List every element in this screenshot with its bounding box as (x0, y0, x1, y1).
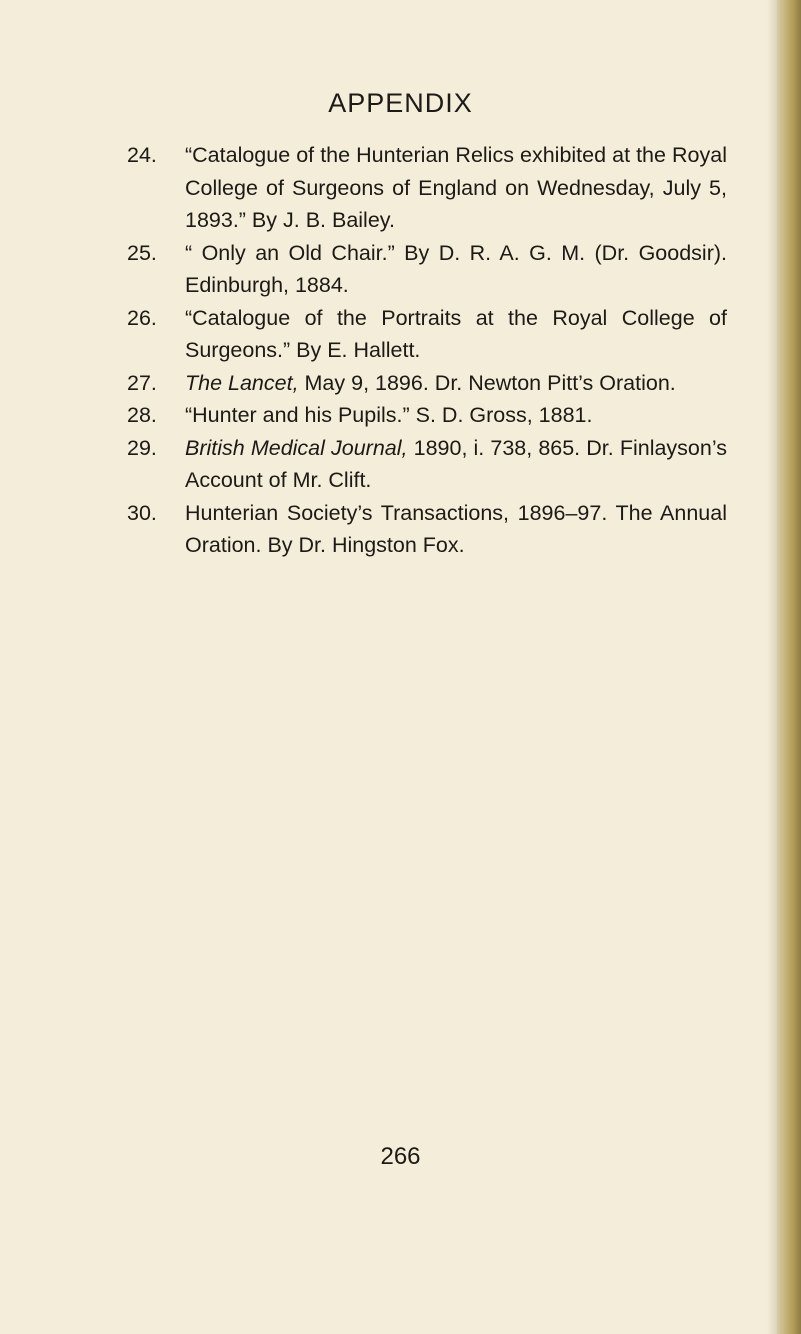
entry-text: “Catalogue of the Hunterian Relics exhibited at the Royal College of Surgeons of England on Wednesday, July 5, 1893.” By J. B. Bailey. (185, 143, 727, 232)
appendix-list (127, 139, 727, 562)
entry-number: 26. (127, 305, 157, 330)
entry-number: 24. (127, 143, 157, 167)
entry-text: Hunterian Society’s Transactions, 1896–97. The Annual Oration. By Dr. Hingston Fox. (185, 500, 727, 557)
entry-text: “Hunter and his Pupils.” S. D. Gross, 1881. (185, 403, 593, 427)
appendix-entry (127, 302, 727, 367)
page-number: 266 (380, 1143, 421, 1170)
appendix-entry (127, 139, 727, 237)
appendix-entry (127, 432, 727, 497)
entry-text: “ Only an Old Chair.” By D. R. A. G. M. (Dr. Goodsir). Edinburgh, 1884. (185, 240, 727, 297)
appendix-entry (127, 367, 727, 400)
entry-text (185, 432, 727, 497)
journal-title: British Medical Journal, (185, 435, 408, 460)
journal-title: The Lancet, (185, 370, 299, 395)
entry-number: 28. (127, 403, 157, 427)
appendix-entry (127, 399, 727, 432)
entry-number: 29. (127, 435, 157, 460)
entry-details: 1890, i. 738, 865. Dr. Finlayson’s Account of Mr. Clift. (185, 435, 727, 492)
page-edge (777, 0, 801, 1334)
entry-text (185, 367, 727, 400)
entry-number: 30. (127, 500, 157, 525)
entry-number: 27. (127, 370, 157, 395)
appendix-entry (127, 497, 727, 562)
page-heading: APPENDIX (328, 88, 473, 118)
appendix-entry (127, 237, 727, 302)
page-gutter-shadow (767, 0, 777, 1334)
entry-number: 25. (127, 240, 157, 265)
entry-details: May 9, 1896. Dr. Newton Pitt’s Oration. (298, 370, 676, 395)
entry-text: “Catalogue of the Portraits at the Royal College of Surgeons.” By E. Hallett. (185, 305, 727, 362)
